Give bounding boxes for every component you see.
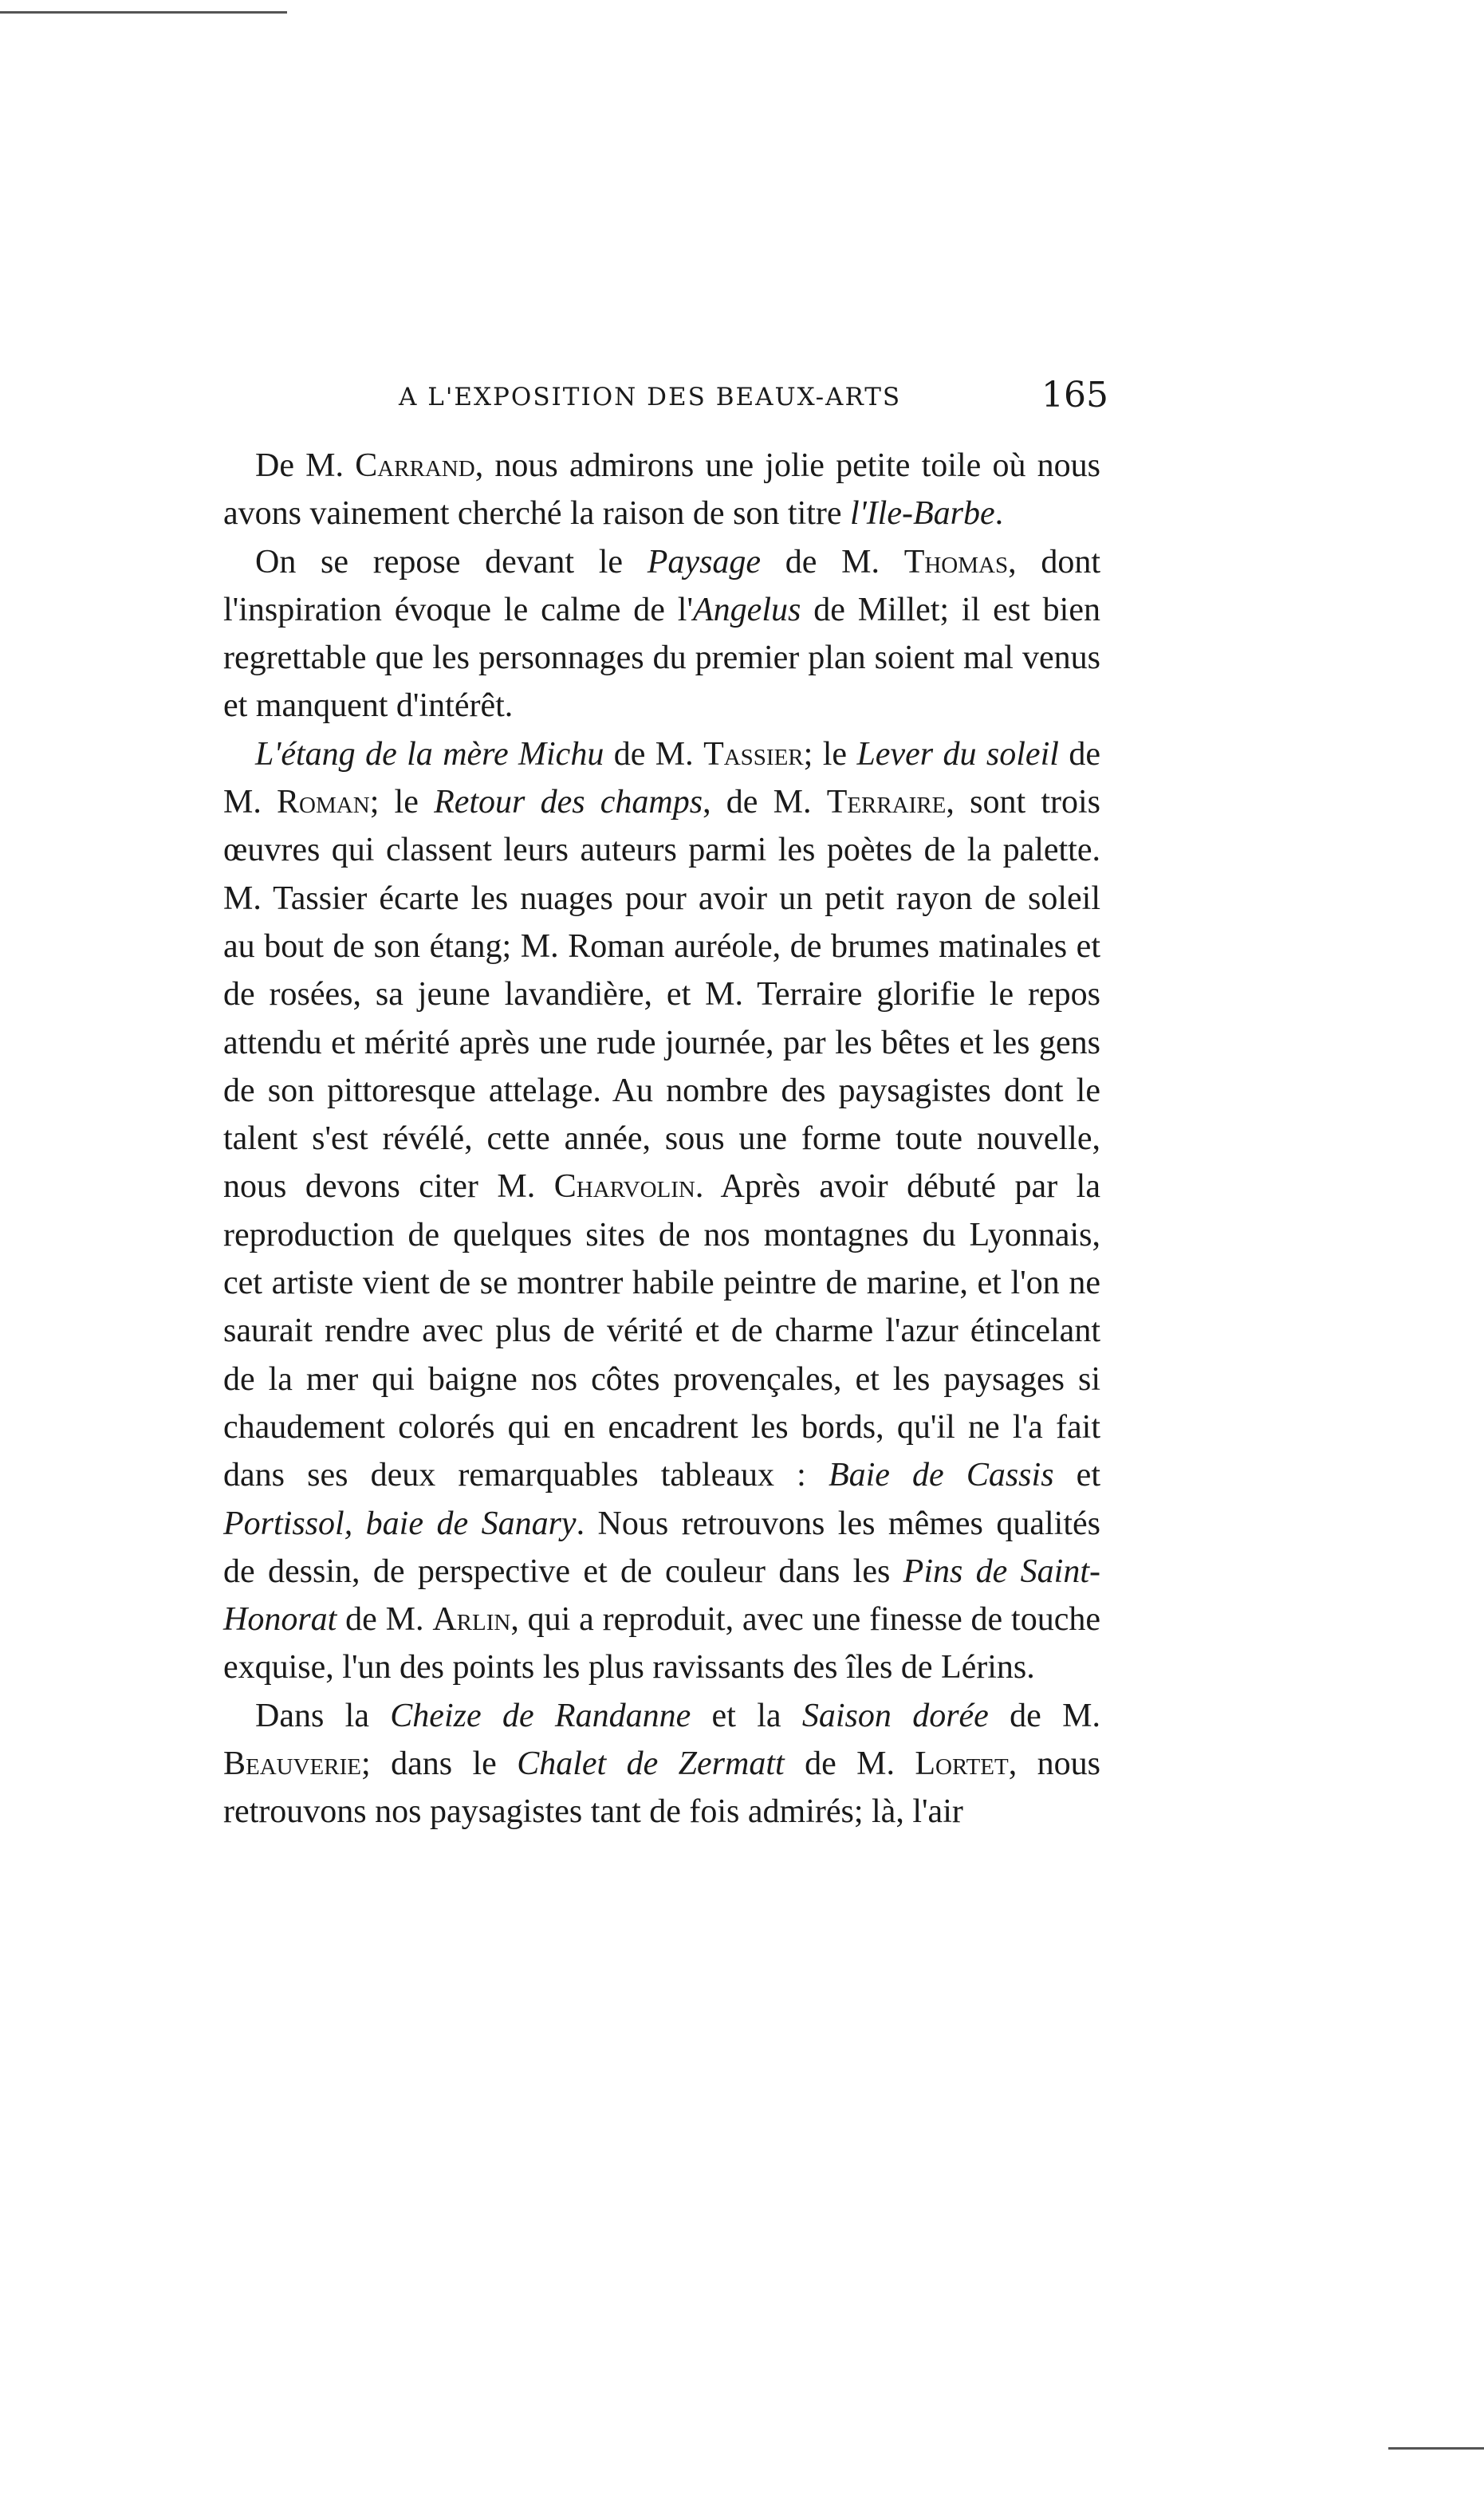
artwork-title: Paysage: [647, 543, 762, 580]
artwork-title: Baie de Cassis: [828, 1457, 1054, 1494]
paragraph-3: [223, 730, 1100, 1692]
artwork-title: Retour des champs: [434, 784, 703, 821]
artwork-title: l'Ile-Barbe: [850, 495, 995, 533]
artist-name: Lortet: [915, 1745, 1009, 1783]
text-run: de M.: [604, 735, 704, 773]
page: [223, 375, 1108, 1836]
text-run: , de M.: [703, 784, 827, 821]
artwork-title: L'étang de la mère Michu: [255, 735, 604, 773]
artist-name: Arlin: [432, 1601, 511, 1639]
text-run: de Millet; il est bien regrettable que les personnages du premier plan soient mal venus et manquent d'intérêt.: [223, 591, 1100, 725]
artist-name: Thomas: [903, 543, 1009, 580]
running-head: [223, 375, 1108, 431]
text-run: De M.: [255, 447, 356, 484]
text-run: ; le: [369, 784, 435, 821]
artwork-title: Chalet de Zermatt: [517, 1745, 785, 1783]
artist-name: Terraire: [826, 784, 947, 821]
top-left-rule: [0, 11, 287, 14]
page-number: 165: [1041, 375, 1108, 415]
artwork-title: Lever du soleil: [856, 735, 1059, 773]
text-run: , nous retrouvons nos paysagistes tant de fois admirés; là, l'air: [223, 1745, 1100, 1831]
artwork-title: Cheize de Randanne: [390, 1697, 691, 1734]
artist-name: Charvolin: [553, 1168, 695, 1206]
text-run: de M.: [784, 1745, 915, 1783]
text-run: ; le: [803, 735, 857, 773]
paragraph-2: [223, 538, 1100, 730]
artist-name: Tassier: [703, 735, 804, 773]
artwork-title: Saison dorée: [801, 1697, 989, 1734]
bottom-right-rule: [1388, 2447, 1484, 2450]
artwork-title: Pins de Saint-Honorat: [223, 1553, 1100, 1639]
text-run: . Nous retrouvons les mêmes qualités de dessin, de perspective et de couleur dans les: [223, 1505, 1100, 1590]
text-run: et: [1053, 1457, 1100, 1494]
paragraph-4: [223, 1692, 1100, 1836]
artist-name: Carrand: [355, 447, 475, 484]
running-title: A L'EXPOSITION DES BEAUX-ARTS: [399, 383, 902, 411]
text-run: et la: [691, 1697, 802, 1734]
text-run: de M.: [337, 1601, 433, 1639]
artist-name: Roman: [277, 784, 370, 821]
text-run: de M.: [761, 543, 904, 580]
text-run: On se repose devant le: [255, 543, 648, 580]
artwork-title: Portissol, baie de Sanary: [223, 1505, 577, 1542]
text-run: , nous admirons une jolie petite toile où nous avons vainement cherché la raison de son titre: [223, 447, 1100, 533]
text-run: .: [994, 495, 1004, 533]
text-run: ; dans le: [361, 1745, 518, 1783]
text-run: de M.: [223, 735, 1100, 821]
text-run: de M.: [988, 1697, 1100, 1734]
text-run: Dans la: [255, 1697, 391, 1734]
text-run: , sont trois œuvres qui classent leurs auteurs parmi les poètes de la palette. M. Tassier écarte les nuages pour avoir un petit rayon de soleil au bout de son étang; M. Roman auréole, de brumes matinales et de rosées, sa jeune lavandière, et M. Terraire glorifie le repos attendu et mérité après une rude journée, par les bêtes et les gens de son pittoresque attelage. Au nombre des paysagistes dont le talent s'est révélé, cette année, sous une forme toute nouvelle, nous devons citer M.: [223, 784, 1100, 1206]
paragraph-1: [223, 442, 1100, 538]
artist-name: Beauverie: [223, 1745, 361, 1783]
text-run: . Après avoir débuté par la reproduction de quelques sites de nos montagnes du Lyonnais, cet artiste vient de se montrer habile peintre de marine, et l'on ne saurait rendre avec plus de vérité et de charme l'azur étincelant de la mer qui baigne nos côtes provençales, et les paysages si chaudement colorés qui en encadrent les bords, qu'il ne l'a fait dans ses deux remarquables tableaux :: [223, 1168, 1100, 1494]
text-run: , dont l'inspiration évoque le calme de l': [223, 543, 1100, 628]
artwork-title: Angelus: [693, 591, 801, 628]
text-run: , qui a reproduit, avec une finesse de touche exquise, l'un des points les plus ravissants des îles de Lérins.: [223, 1601, 1100, 1686]
